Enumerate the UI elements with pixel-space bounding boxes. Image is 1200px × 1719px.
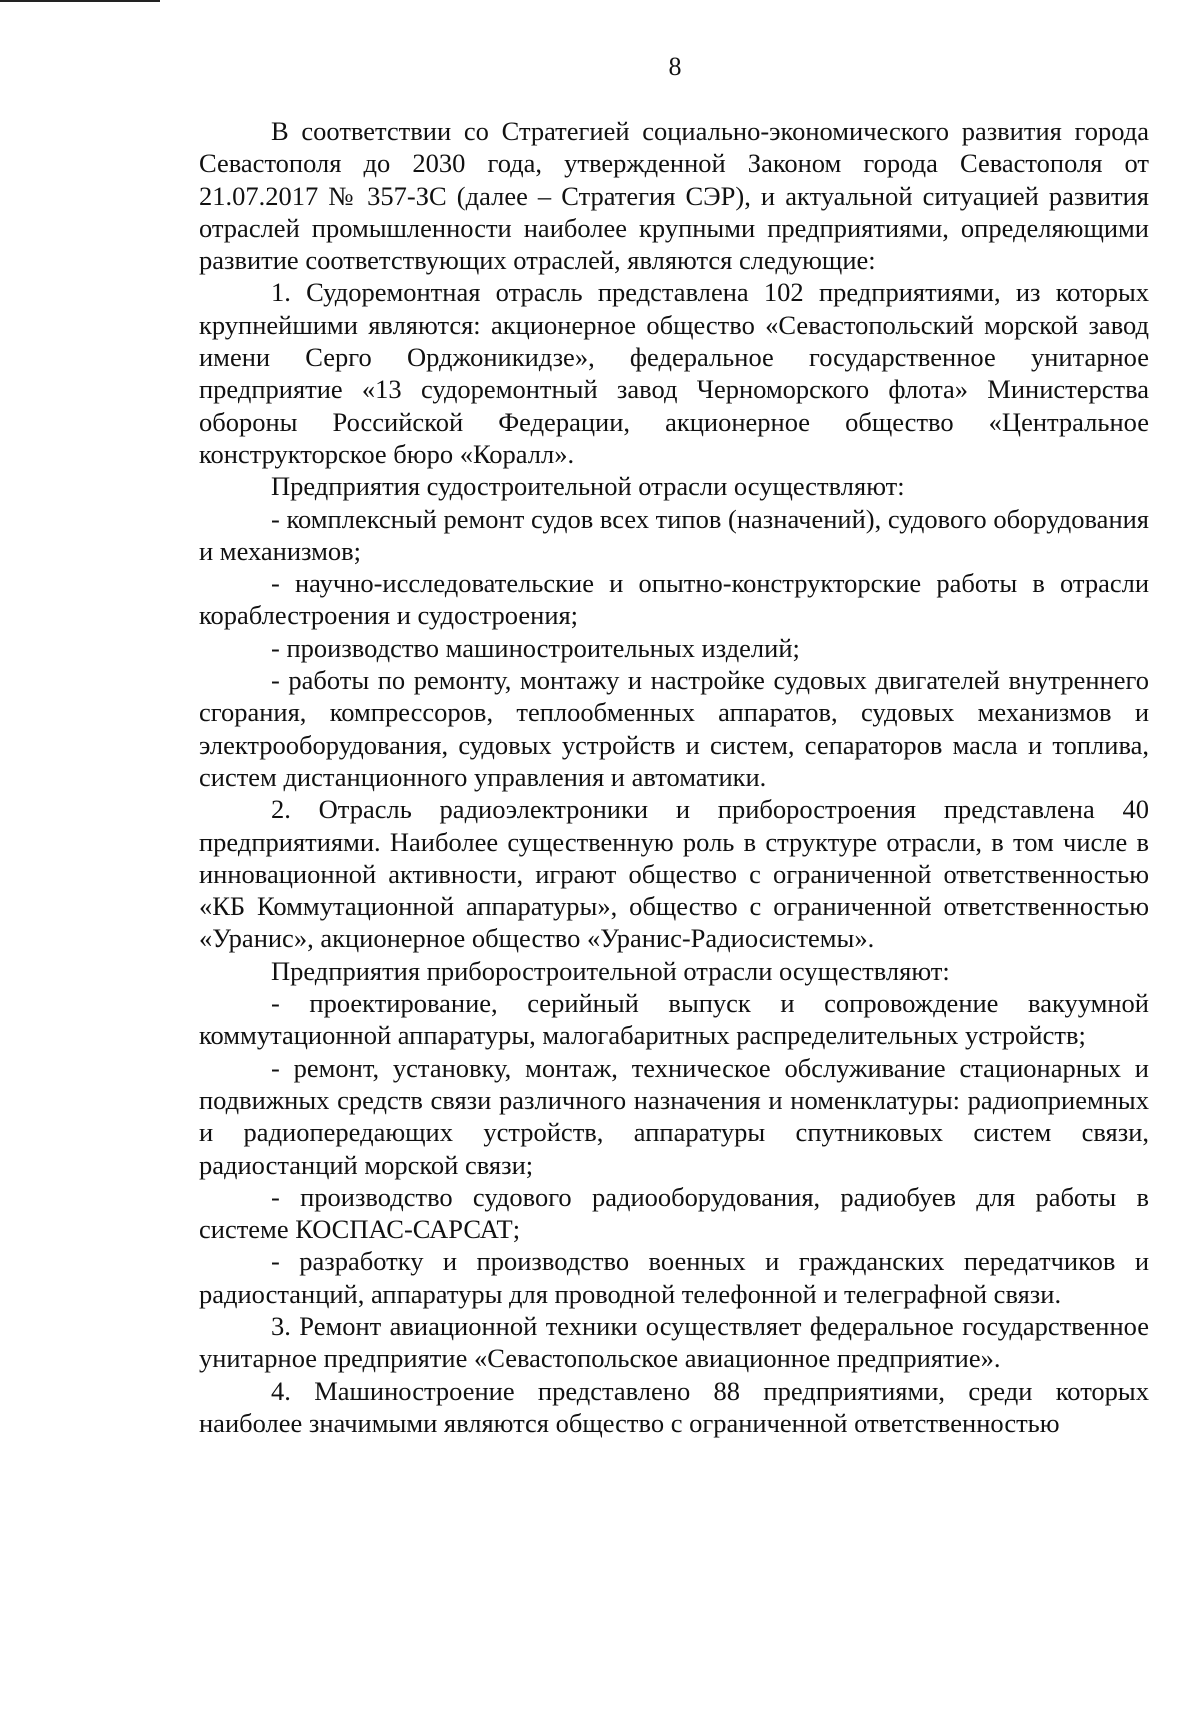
paragraph-radioelectronics: 2. Отрасль радиоэлектроники и приборостроения представлена 40 предприятиями. Наиболее существенную роль в структуре отрасли, в том числе в инновационной активности, играют общество с ограниченной ответственностью «КБ Коммутационной аппаратуры», общество с ограниченной ответственностью «Уранис», акционерное общество «Уранис-Радиосистемы». bbox=[199, 794, 1149, 954]
paragraph-intro: В соответствии со Стратегией социально-экономического развития города Севастополя до 2030 года, утвержденной Законом города Севастополя от 21.07.2017 № 357-ЗС (далее – Стратегия СЭР), и актуальной ситуацией развития отраслей промышленности наиболее крупными предприятиями, определяющими развитие соответствующих отраслей, являются следующие: bbox=[199, 116, 1149, 276]
list-item: - производство судового радиооборудования, радиобуев для работы в системе КОСПАС-САРСАТ; bbox=[199, 1181, 1149, 1245]
paragraph-shipbuilding-activities: Предприятия судостроительной отрасли осуществляют: bbox=[271, 471, 905, 502]
list-item: - ремонт, установку, монтаж, техническое обслуживание стационарных и подвижных средств связи различного назначения и номенклатуры: радиоприемных и радиопередающих устройств, аппаратуры спутниковых систем связи, радиостанций морской связи; bbox=[199, 1052, 1149, 1180]
list-item: - производство машиностроительных изделий; bbox=[271, 632, 800, 663]
list-item: - проектирование, серийный выпуск и сопровождение вакуумной коммутационной аппаратуры, малогабаритных распределительных устройств; bbox=[199, 988, 1149, 1051]
document-body bbox=[199, 115, 1149, 1439]
paragraph-instrument-activities: Предприятия приборостроительной отрасли осуществляют: bbox=[271, 955, 950, 986]
list-item: - научно-исследовательские и опытно-конструкторские работы в отрасли кораблестроения и судостроения; bbox=[199, 568, 1149, 631]
page-number: 8 bbox=[668, 52, 682, 81]
list-item: - работы по ремонту, монтажу и настройке судовых двигателей внутреннего сгорания, компрессоров, теплообменных аппаратов, судовых механизмов и электрооборудования, судовых устройств и систем, сепараторов масла и топлива, систем дистанционного управления и автоматики. bbox=[199, 665, 1149, 792]
scan-edge-line bbox=[0, 0, 160, 2]
list-item: - комплексный ремонт судов всех типов (назначений), судового оборудования и механизмов; bbox=[199, 503, 1149, 566]
paragraph-shiprepair: 1. Судоремонтная отрасль представлена 102 предприятиями, из которых крупнейшими являются: акционерное общество «Севастопольский морской завод имени Серго Орджоникидзе», федеральное государственное унитарное предприятие «13 судоремонтный завод Черноморского флота» Министерства обороны Российской Федерации, акционерное общество «Центральное конструкторское бюро «Коралл». bbox=[199, 277, 1149, 469]
paragraph-aviation-repair: 3. Ремонт авиационной техники осуществляет федеральное государственное унитарное предприятие «Севастопольское авиационное предприятие». bbox=[199, 1310, 1149, 1374]
list-item: - разработку и производство военных и гражданских передатчиков и радиостанций, аппаратуры для проводной телефонной и телеграфной связи. bbox=[199, 1246, 1149, 1309]
paragraph-machine-building: 4. Машиностроение представлено 88 предприятиями, среди которых наиболее значимыми являются общество с ограниченной ответственностью bbox=[199, 1375, 1149, 1438]
